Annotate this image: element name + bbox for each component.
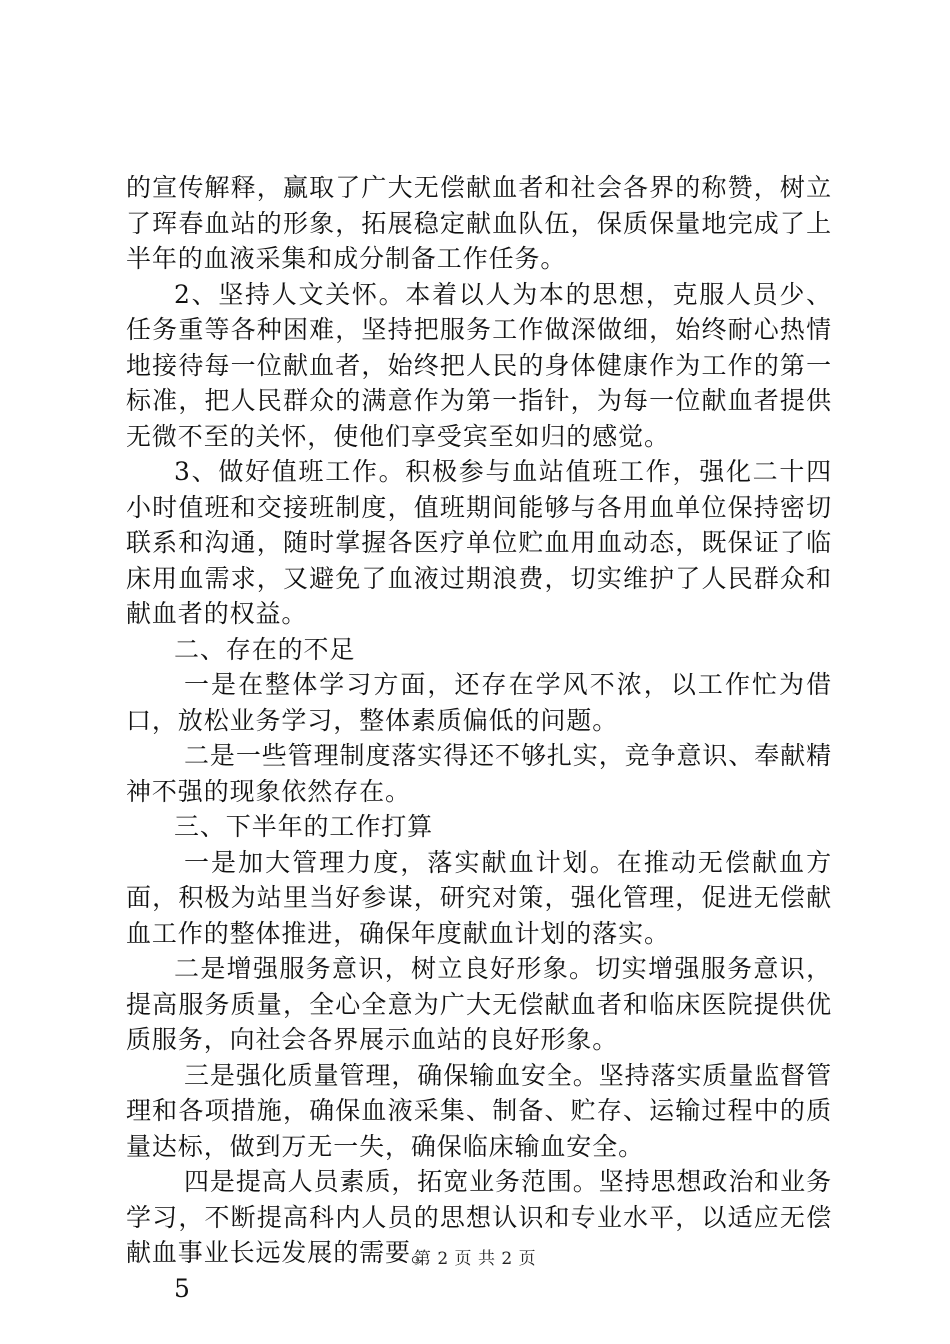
paragraph-duty-work: 3、做好值班工作。积极参与血站值班工作，强化二十四小时值班和交接班制度，值班期间能够与各用血单位保持密切联系和沟通，随时掌握各医疗单位贮血用血动态，既保证了临床用血需求，又避免了血液过期浪费，切实维护了人民群众和献血者的权益。 [126,457,832,628]
section-heading-plans: 三、下半年的工作打算 [174,812,434,841]
document-body [126,170,832,1306]
paragraph-shortcoming-1: 一是在整体学习方面，还存在学风不浓，以工作忙为借口，放松业务学习，整体素质偏低的问题。 [126,670,832,735]
section-heading-shortcomings: 二、存在的不足 [174,634,356,664]
paragraph-plan-3: 三是强化质量管理，确保输血安全。坚持落实质量监督管理和各项措施，确保血液采集、制备、贮存、运输过程中的质量达标，做到万无一失，确保临床输血安全。 [126,1060,832,1161]
inline-number-text: 5 [174,1273,191,1303]
paragraph-humanistic-care: 2、坚持人文关怀。本着以人为本的思想，克服人员少、任务重等各种困难，坚持把服务工作做深做细，始终耐心热情地接待每一位献血者，始终把人民的身体健康作为工作的第一标准，把人民群众的满意作为第一指针，为每一位献血者提供无微不至的关怀，使他们享受宾至如归的感觉。 [126,279,832,451]
paragraph-continuation: 的宣传解释，赢取了广大无偿献血者和社会各界的称赞，树立了珲春血站的形象，拓展稳定献血队伍，保质保量地完成了上半年的血液采集和成分制备工作任务。 [126,173,832,273]
paragraph-shortcoming-2: 二是一些管理制度落实得还不够扎实，竞争意识、奉献精神不强的现象依然存在。 [126,741,832,806]
page-footer: 第 2 页 共 2 页 [413,1249,537,1269]
paragraph-plan-2: 二是增强服务意识，树立良好形象。切实增强服务意识，提高服务质量，全心全意为广大无偿献血者和临床医院提供优质服务，向社会各界展示血站的良好形象。 [126,954,832,1054]
inline-number [126,1271,832,1307]
paragraph-plan-4: 四是提高人员素质，拓宽业务范围。坚持思想政治和业务学习，不断提高科内人员的思想认识和专业水平，以适应无偿献血事业长远发展的需要。 [126,1167,832,1267]
paragraph-plan-1: 一是加大管理力度，落实献血计划。在推动无偿献血方面，积极为站里当好参谋，研究对策，强化管理，促进无偿献血工作的整体推进，确保年度献血计划的落实。 [126,847,832,948]
